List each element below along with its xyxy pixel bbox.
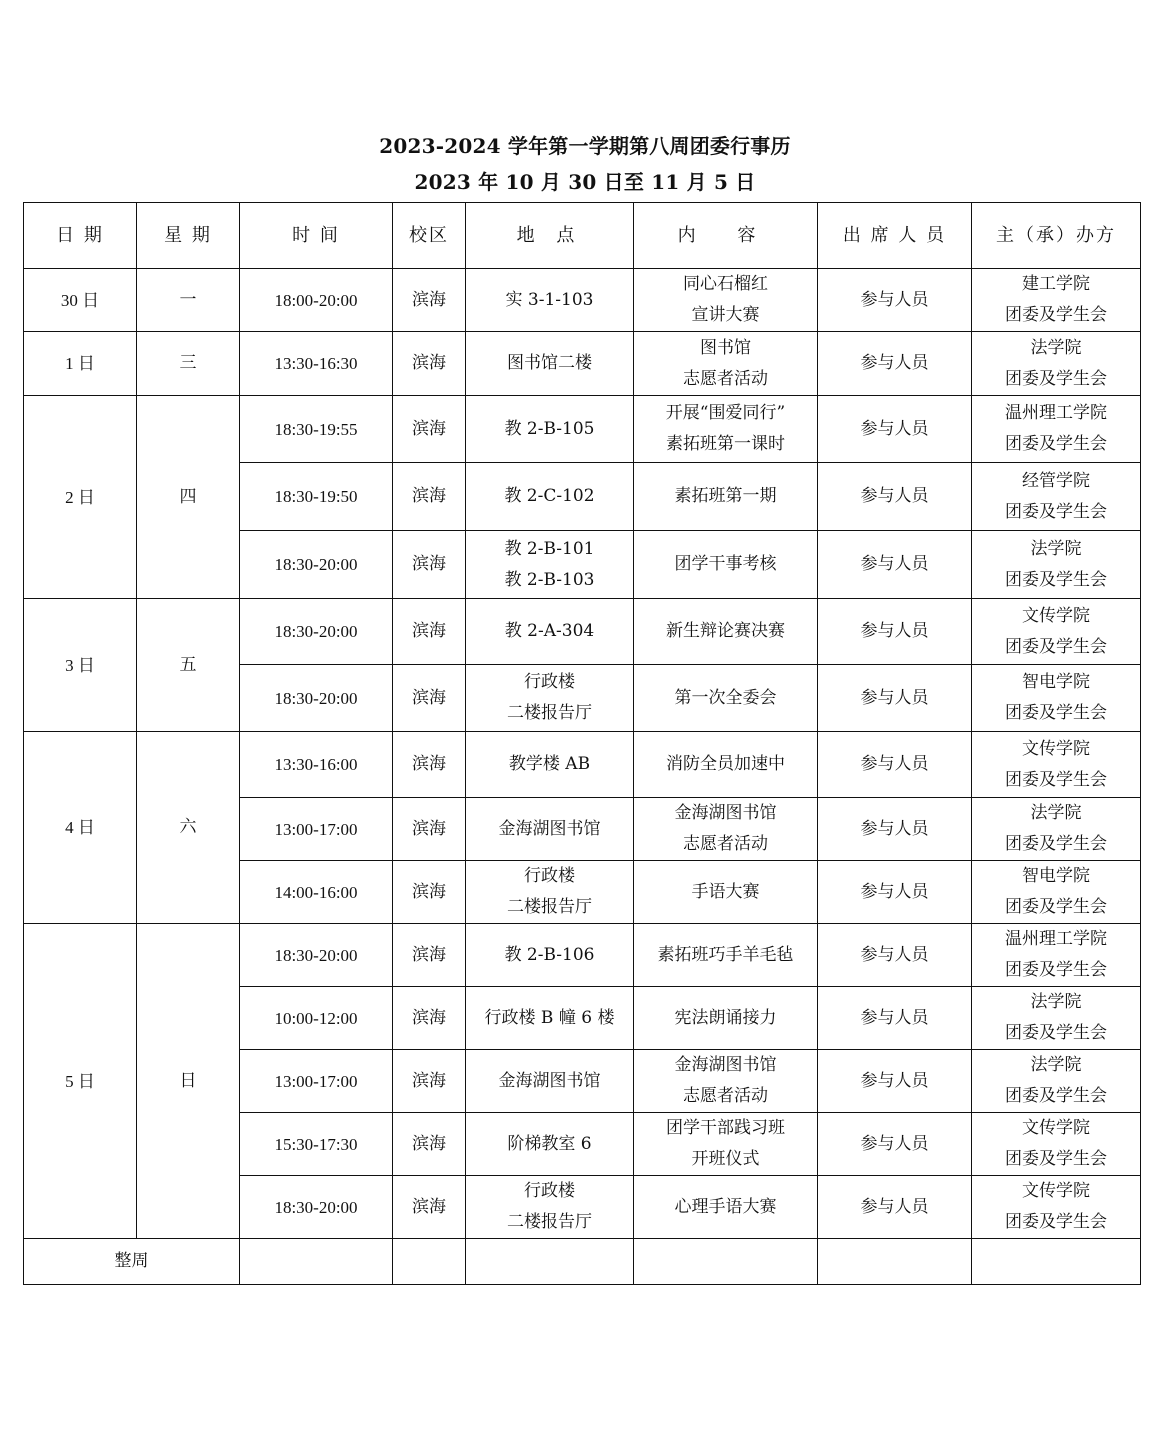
campus-cell: 滨海: [393, 463, 466, 531]
time-cell: 18:00-20:00: [240, 269, 393, 332]
organizer-cell-line: 法学院: [1030, 1055, 1082, 1075]
whole-week-attendees: [818, 1239, 972, 1285]
content-cell: [634, 1176, 818, 1239]
whole-week-organizer: [972, 1239, 1141, 1285]
col-header-time: 时 间: [240, 203, 393, 269]
date-cell: 30 日: [24, 269, 137, 332]
location-cell: [466, 269, 634, 332]
content-cell: [634, 463, 818, 531]
content-cell-line: 手语大赛: [691, 881, 760, 902]
organizer-cell: [972, 599, 1141, 665]
organizer-cell-line: 法学院: [1030, 803, 1082, 823]
time-cell: 18:30-20:00: [240, 531, 393, 599]
content-cell-line: 开展“围爱同行”: [665, 403, 786, 423]
location-cell-line: 金海湖图书馆: [498, 818, 601, 839]
attendees-cell: 参与人员: [818, 732, 972, 798]
organizer-cell-line: 团委及学生会: [1005, 501, 1107, 522]
content-cell-line: 金海湖图书馆: [674, 803, 777, 823]
location-cell: [466, 924, 634, 987]
campus-cell: 滨海: [393, 396, 466, 463]
attendees-cell: 参与人员: [818, 861, 972, 924]
content-cell-line: 开班仪式: [691, 1149, 760, 1169]
header-row: [24, 203, 1141, 269]
date-cell: 2 日: [24, 396, 137, 599]
location-cell-line: 教 2-C-102: [504, 486, 595, 506]
content-cell-line: 团学干部践习班: [666, 1118, 785, 1138]
content-cell: [634, 269, 818, 332]
location-cell-line: 教 2-B-106: [504, 944, 595, 965]
table-row: [24, 332, 1141, 396]
campus-cell: 滨海: [393, 732, 466, 798]
weekday-cell: 日: [137, 924, 240, 1239]
whole-week-content: [634, 1239, 818, 1285]
col-header-date: 日 期: [24, 203, 137, 269]
weekday-cell: 三: [137, 332, 240, 396]
organizer-cell-line: 文传学院: [1022, 738, 1090, 759]
col-header-campus: 校区: [393, 203, 466, 269]
time-cell: 14:00-16:00: [240, 861, 393, 924]
campus-cell: 滨海: [393, 332, 466, 396]
page-title: 2023-2024 学年第一学期第八周团委行事历: [379, 134, 791, 158]
location-cell-line: 二楼报告厅: [507, 703, 592, 723]
location-cell-line: 行政楼 B 幢 6 楼: [484, 1007, 615, 1028]
date-cell: 3 日: [24, 599, 137, 732]
organizer-cell-line: 文传学院: [1022, 605, 1090, 626]
campus-cell: 滨海: [393, 1113, 466, 1176]
organizer-cell-line: 团委及学生会: [1005, 834, 1107, 854]
col-header-organizer: 主（承）办方: [972, 203, 1141, 269]
attendees-cell: 参与人员: [818, 396, 972, 463]
attendees-cell: 参与人员: [818, 924, 972, 987]
header-block: [0, 128, 1170, 200]
attendees-cell: 参与人员: [818, 987, 972, 1050]
date-cell: 5 日: [24, 924, 137, 1239]
content-cell-line: 同心石榴红: [683, 274, 768, 294]
weekday-cell: 一: [137, 269, 240, 332]
organizer-cell-line: 团委及学生会: [1005, 1023, 1107, 1043]
content-cell-line: 图书馆: [700, 337, 751, 358]
location-cell: [466, 463, 634, 531]
content-cell: [634, 665, 818, 732]
page-subtitle: 2023 年 10 月 30 日至 11 月 5 日: [414, 170, 756, 194]
time-cell: 13:00-17:00: [240, 798, 393, 861]
organizer-cell-line: 团委及学生会: [1005, 960, 1107, 980]
campus-cell: 滨海: [393, 531, 466, 599]
location-cell: [466, 665, 634, 732]
organizer-cell: [972, 463, 1141, 531]
organizer-cell-line: 团委及学生会: [1005, 569, 1107, 590]
organizer-cell-line: 文传学院: [1022, 1118, 1090, 1138]
location-cell: [466, 1176, 634, 1239]
weekday-cell: 五: [137, 599, 240, 732]
campus-cell: 滨海: [393, 665, 466, 732]
attendees-cell: 参与人员: [818, 1176, 972, 1239]
content-cell-line: 志愿者活动: [683, 1086, 768, 1106]
location-cell: [466, 1113, 634, 1176]
organizer-cell-line: 团委及学生会: [1005, 368, 1107, 389]
attendees-cell: 参与人员: [818, 269, 972, 332]
location-cell: [466, 396, 634, 463]
organizer-cell-line: 团委及学生会: [1005, 1149, 1107, 1169]
table-row: [24, 396, 1141, 463]
organizer-cell-line: 团委及学生会: [1005, 769, 1107, 790]
organizer-cell: [972, 987, 1141, 1050]
location-cell: [466, 987, 634, 1050]
attendees-cell: 参与人员: [818, 332, 972, 396]
organizer-cell: [972, 531, 1141, 599]
table-row: [24, 599, 1141, 665]
campus-cell: 滨海: [393, 798, 466, 861]
location-cell-line: 二楼报告厅: [507, 1212, 592, 1232]
col-header-attendees: 出 席 人 员: [818, 203, 972, 269]
attendees-cell: 参与人员: [818, 1050, 972, 1113]
location-cell-line: 教 2-B-103: [504, 569, 595, 590]
location-cell-line: 行政楼: [524, 672, 575, 692]
time-cell: 13:30-16:30: [240, 332, 393, 396]
location-cell-line: 实 3-1-103: [505, 289, 594, 310]
organizer-cell-line: 文传学院: [1022, 1181, 1090, 1201]
organizer-cell: [972, 396, 1141, 463]
organizer-cell-line: 智电学院: [1022, 672, 1090, 692]
time-cell: 18:30-19:50: [240, 463, 393, 531]
location-cell-line: 二楼报告厅: [507, 897, 592, 917]
organizer-cell-line: 温州理工学院: [1005, 403, 1107, 423]
campus-cell: 滨海: [393, 924, 466, 987]
time-cell: 10:00-12:00: [240, 987, 393, 1050]
location-cell: [466, 861, 634, 924]
location-cell-line: 图书馆二楼: [507, 353, 592, 373]
location-cell-line: 行政楼: [524, 866, 575, 886]
time-cell: 18:30-20:00: [240, 599, 393, 665]
organizer-cell-line: 团委及学生会: [1005, 703, 1107, 723]
organizer-cell: [972, 1113, 1141, 1176]
location-cell-line: 金海湖图书馆: [498, 1070, 601, 1091]
organizer-cell: [972, 332, 1141, 396]
content-cell: [634, 332, 818, 396]
col-header-weekday: 星 期: [137, 203, 240, 269]
organizer-cell: [972, 861, 1141, 924]
attendees-cell: 参与人员: [818, 463, 972, 531]
content-cell: [634, 531, 818, 599]
date-cell: 1 日: [24, 332, 137, 396]
organizer-cell-line: 团委及学生会: [1005, 434, 1107, 454]
content-cell: [634, 396, 818, 463]
location-cell-line: 阶梯教室 6: [507, 1133, 592, 1154]
attendees-cell: 参与人员: [818, 665, 972, 732]
organizer-cell: [972, 732, 1141, 798]
location-cell-line: 教学楼 AB: [508, 754, 591, 774]
campus-cell: 滨海: [393, 987, 466, 1050]
content-cell: [634, 1050, 818, 1113]
content-cell: [634, 732, 818, 798]
organizer-cell-line: 法学院: [1030, 337, 1082, 358]
location-cell-line: 教 2-A-304: [504, 621, 595, 641]
content-cell-line: 志愿者活动: [683, 834, 768, 854]
table-row: [24, 924, 1141, 987]
location-cell: [466, 332, 634, 396]
content-cell-line: 新生辩论赛决赛: [666, 621, 785, 641]
content-cell-line: 消防全员加速中: [666, 754, 785, 774]
weekday-cell: 四: [137, 396, 240, 599]
whole-week-campus: [393, 1239, 466, 1285]
organizer-cell-line: 团委及学生会: [1005, 897, 1107, 917]
location-cell: [466, 1050, 634, 1113]
content-cell-line: 宣讲大赛: [691, 305, 760, 325]
time-cell: 15:30-17:30: [240, 1113, 393, 1176]
organizer-cell-line: 经管学院: [1022, 470, 1090, 491]
time-cell: 18:30-19:55: [240, 396, 393, 463]
content-cell-line: 素拓班巧手羊毛毡: [657, 944, 794, 965]
organizer-cell: [972, 924, 1141, 987]
whole-week-location: [466, 1239, 634, 1285]
content-cell: [634, 861, 818, 924]
time-cell: 13:00-17:00: [240, 1050, 393, 1113]
time-cell: 18:30-20:00: [240, 665, 393, 732]
campus-cell: 滨海: [393, 861, 466, 924]
content-cell-line: 志愿者活动: [683, 368, 768, 389]
organizer-cell-line: 法学院: [1030, 992, 1082, 1012]
organizer-cell-line: 团委及学生会: [1005, 1086, 1107, 1106]
organizer-cell-line: 建工学院: [1022, 274, 1090, 294]
table-row: [24, 269, 1141, 332]
content-cell-line: 宪法朗诵接力: [674, 1007, 777, 1028]
content-cell: [634, 924, 818, 987]
time-cell: 18:30-20:00: [240, 1176, 393, 1239]
campus-cell: 滨海: [393, 269, 466, 332]
organizer-cell-line: 团委及学生会: [1005, 305, 1107, 325]
location-cell-line: 行政楼: [524, 1181, 575, 1201]
location-cell-line: 教 2-B-105: [504, 418, 595, 439]
campus-cell: 滨海: [393, 1176, 466, 1239]
schedule-table: [23, 202, 1141, 1285]
organizer-cell-line: 法学院: [1030, 538, 1082, 559]
location-cell: [466, 798, 634, 861]
content-cell: [634, 1113, 818, 1176]
content-cell: [634, 987, 818, 1050]
location-cell: [466, 599, 634, 665]
content-cell-line: 第一次全委会: [674, 687, 777, 708]
content-cell-line: 心理手语大赛: [674, 1196, 777, 1217]
organizer-cell: [972, 1176, 1141, 1239]
organizer-cell-line: 智电学院: [1022, 866, 1090, 886]
col-header-content: 内 容: [634, 203, 818, 269]
location-cell: [466, 531, 634, 599]
attendees-cell: 参与人员: [818, 531, 972, 599]
time-cell: 18:30-20:00: [240, 924, 393, 987]
weekday-cell: 六: [137, 732, 240, 924]
content-cell: [634, 599, 818, 665]
location-cell-line: 教 2-B-101: [504, 538, 595, 559]
organizer-cell-line: 温州理工学院: [1005, 929, 1107, 949]
attendees-cell: 参与人员: [818, 798, 972, 861]
organizer-cell: [972, 665, 1141, 732]
organizer-cell: [972, 798, 1141, 861]
content-cell: [634, 798, 818, 861]
organizer-cell-line: 团委及学生会: [1005, 636, 1107, 657]
content-cell-line: 团学干事考核: [674, 554, 777, 574]
footer-row: [24, 1239, 1141, 1285]
organizer-cell: [972, 269, 1141, 332]
organizer-cell: [972, 1050, 1141, 1113]
campus-cell: 滨海: [393, 599, 466, 665]
whole-week-time: [240, 1239, 393, 1285]
organizer-cell-line: 团委及学生会: [1005, 1212, 1107, 1232]
content-cell-line: 素拓班第一课时: [666, 434, 785, 454]
attendees-cell: 参与人员: [818, 1113, 972, 1176]
campus-cell: 滨海: [393, 1050, 466, 1113]
time-cell: 13:30-16:00: [240, 732, 393, 798]
col-header-location: 地 点: [466, 203, 634, 269]
content-cell-line: 素拓班第一期: [674, 486, 777, 506]
attendees-cell: 参与人员: [818, 599, 972, 665]
content-cell-line: 金海湖图书馆: [674, 1055, 777, 1075]
date-cell: 4 日: [24, 732, 137, 924]
whole-week-label: 整周: [24, 1239, 240, 1285]
schedule-body: [24, 269, 1141, 1239]
table-row: [24, 732, 1141, 798]
location-cell: [466, 732, 634, 798]
